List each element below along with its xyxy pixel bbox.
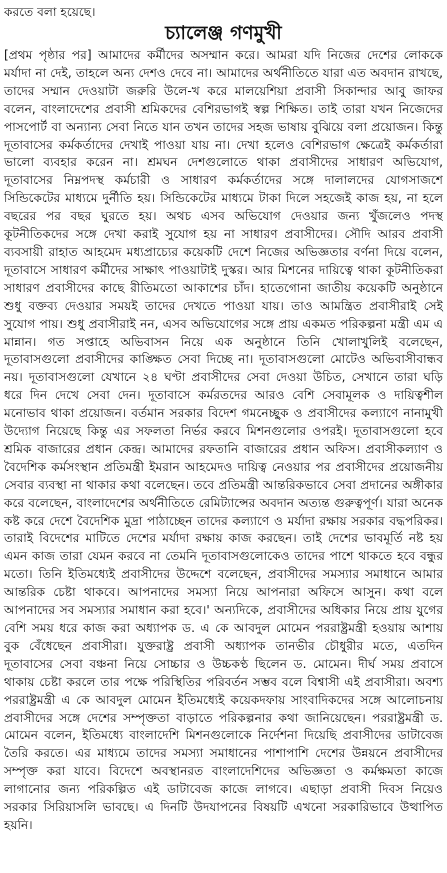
article-body: [প্রথম পৃষ্ঠার পর] আমাদের কর্মীদের অসম্মান করে। আমরা যদি নিজের দেশের লোককে মর্যাদা না দেই, তাহলে অন্য দেশও দেবে না। আমাদের অর্থনীতিতে যারা এত অবদান রাখছে, তাদের সম্মান দেওয়াটা জরুরি উলে-খ করে মালয়েশিয়া প্রবাসী সিকান্দার আবু জাফর বলেন, বাংলাদেশের প্রবাসী শ্রমিকদের বেশিরভাগই স্বল্প শিক্ষিত। তাই তারা যখন নিজেদের পাসপোর্ট বা অন্যান্য সেবা নিতে যান তখন তাদের সহজ ভাষায় বুঝিয়ে বলা প্রয়োজন। কিন্তু দূতাবাসের কর্মকর্তাদের দেখাই পাওয়া যায় না। দেখা হলেও বেশিরভাগ ক্ষেত্রেই কর্মকর্তারা ভালো ব্যবহার করেন না। শ্রমঘন দেশগুলোতে থাকা প্রবাসীদের সাধারণ অভিযোগ, দূতাবাসের নিম্নপদস্থ কর্মচারী ও সাধারণ কর্মকর্তাদের সঙ্গে দালালদের যোগসাজশে সিন্ডিকেটের মাধ্যমে দুর্নীতি হয়। সিন্ডিকেটের মাধ্যমে টাকা দিলে সহজেই কাজ হয়, না হলে বছরের পর বছর ঘুরতে হয়। অথচ এসব অভিযোগ দেওয়ার জন্য খুঁজলেও পদস্থ কূটনীতিকদের সঙ্গে দেখা করাই সুযোগ হয় না সাধারণ প্রবাসীদের। সৌদি আরব প্রবাসী ব্যবসায়ী রাহাত আহমেদ মধ্যপ্রাচ্যের কয়েকটি দেশে নিজের অভিজ্ঞতার বর্ণনা দিয়ে বলেন, দূতাবাসে সাধারণ কর্মীদের সাক্ষাৎ পাওয়াটাই দুস্কর। আর মিশনের দায়িত্বে থাকা কূটনীতিকরা সাধারণ প্রবাসীদের কাছে রীতিমতো আকাশের চাঁদ। হাতেগোনা জাতীয় কয়েকটি অনুষ্ঠানে শুধু বক্তব্য দেওয়ার সময়ই তাদের দেখতে পাওয়া যায়। তাও আমন্ত্রিত প্রবাসীরাই সেই সুযোগ পায়। শুধু প্রবাসীরাই নন, এসব অভিযোগের সঙ্গে প্রায় একমত পরিকল্পনা মন্ত্রী এম এ মান্নান। গত সপ্তাহে অভিবাসন নিয়ে এক অনুষ্ঠানে তিনি খোলাখুলিই বলেছেন, দূতাবাসগুলো প্রবাসীদের কাঙ্ক্ষিত সেবা দিচ্ছে না। দূতাবাসগুলো মোটেও অভিবাসীবান্ধব নয়। দূতাবাসগুলো যেখানে ২৪ ঘণ্টা প্রবাসীদের সেবা দেওয়া উচিত, সেখানে তারা ঘড়ি ধরে দিন দেখে সেবা দেন। দূতাবাসে কর্মরতদের আরও বেশি সেবামূলক ও দায়িত্বশীল মনোভাব থাকা প্রয়োজন। বর্তমান সরকার বিদেশ গমনেচ্ছুক ও প্রবাসীদের কল্যাণে নানামুখী উদ্যোগ নিয়েছে কিন্তু এর সফলতা নির্ভর করবে মিশনগুলোর ওপরই। দূতাবাসগুলো হবে শ্রমিক বাজারের প্রধান কেন্দ্র। আমাদের রফতানি বাজারের প্রধান অফিস। প্রবাসীকল্যাণ ও বৈদেশিক কর্মসংস্থান প্রতিমন্ত্রী ইমরান আহমেদও দায়িত্ব নেওয়ার পর প্রবাসীদের প্রয়োজনীয় সেবার ব্যবস্থা না থাকার কথা বলেছেন। তবে প্রতিমন্ত্রী আন্তরিকভাবে সেবা প্রদানের অঙ্গীকার করে বলেছেন, বাংলাদেশের অর্থনীতিতে রেমিট্যান্সের অবদান অত্যন্ত গুরুত্বপূর্ণ। যারা অনেক কষ্ট করে দেশে বৈদেশিক মুদ্রা পাঠাচ্ছেন তাদের কল্যাণে ও মর্যাদা রক্ষায় সরকার বদ্ধপরিকর। তারাই বিদেশের মাটিতে দেশের মর্যাদা রক্ষায় কাজ করছেন। তাই দেশের ভাবমূর্তি নষ্ট হয় এমন কাজ তারা যেমন করবে না তেমনি দূতাবাসগুলোকেও তাদের পাশে থাকতে হবে বন্ধুর মতো। তিনি ইতিমধ্যেই প্রবাসীদের উদ্দেশে বলেছেন, প্রবাসীদের সমস্যার সমাধানে আমার আন্তরিক চেষ্টা থাকবে। আপনাদের সমস্যা নিয়ে আপনারা অফিসে আসুন। কথা বলে আপনাদের সব সমস্যার সমাধান করা হবে।' অন্যদিকে, প্রবাসীদের অধিকার নিয়ে প্রায় যুগের বেশি সময় ধরে কাজ করা অধ্যাপক ড. এ কে আবদুল মোমেন পররাষ্ট্রমন্ত্রী হওয়ায় আশায় বুক বেঁধেছেন প্রবাসীরা। যুক্তরাষ্ট্র প্রবাসী অধ্যাপক তানভীর চৌধুরীর মতে, এতদিন দূতাবাসের সেবা বঞ্চনা নিয়ে সোচ্চার ও উচ্চকণ্ঠ ছিলেন ড. মোমেন। দীর্ঘ সময় প্রবাসে থাকায় চেষ্টা করলে তার পক্ষে পরিস্থিতির পরিবর্তন সম্ভব বলে বিশ্বাসী এই প্রবাসীরা। অবশ্য পররাষ্ট্রমন্ত্রী এ কে আবদুল মোমেন ইতিমধ্যেই কয়েকদফায় সাংবাদিকদের সঙ্গে আলোচনায় প্রবাসীদের সঙ্গে দেশের সম্পৃক্ততা বাড়াতে পরিকল্পনার কথা জানিয়েছেন। পররাষ্ট্রমন্ত্রী ড. মোমেন বলেন, ইতিমধ্যে বাংলাদেশি মিশনগুলোকে নির্দেশনা দিয়েছি প্রবাসীদের ডাটাবেজ তৈরি করতে। এর মাধ্যমে তাদের সমস্যা সমাধানের পাশাপাশি দেশের উন্নয়নে প্রবাসীদের সম্পৃক্ত করা যাবে। বিদেশে অবস্থানরত বাংলাদেশিদের অভিজ্ঞতা ও কর্মক্ষমতা কাজে লাগানোর জন্য পরিকল্পিত এই ডাটাবেজ কাজে লাগবে। এছাড়া প্রবাসী দিবস নিয়েও সরকার সিরিয়াসলি ভাবছে। এ দিনটি উদযাপনের বিষয়টি এখনো সরকারিভাবে উত্থাপিত হয়নি। [4,48,443,832]
article-headline: চ্যালেঞ্জ গণমুখী [165,23,282,44]
previous-article-last-line: করতে বলা হয়েছে। [4,5,96,19]
